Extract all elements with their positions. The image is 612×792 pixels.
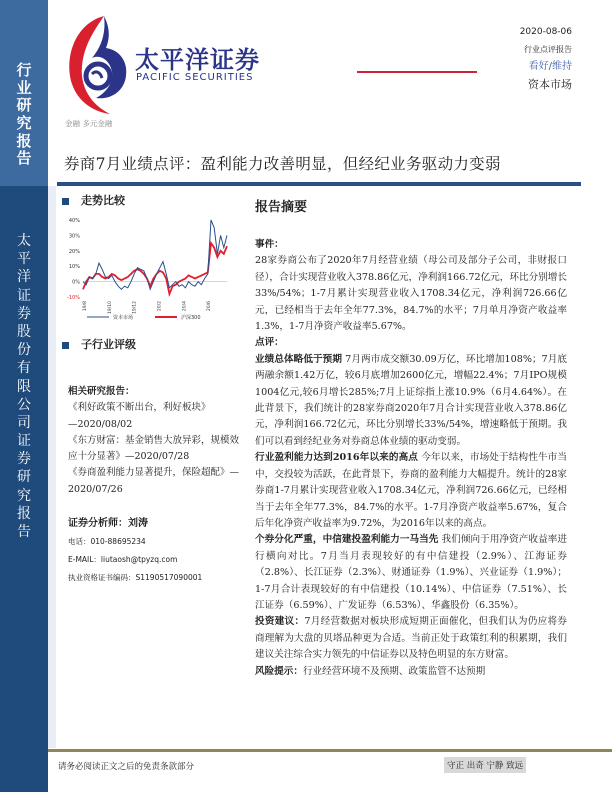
square-bullet-icon (62, 198, 69, 205)
analyst-name: 证券分析师：刘涛 (68, 518, 148, 529)
sidebar-char: 司 (17, 414, 31, 431)
x-tick-label: 19/10 (107, 301, 113, 314)
footer-motto: 守正 出奇 宁静 致远 (444, 757, 526, 773)
sidebar-char: 究 (17, 487, 31, 504)
y-tick-label: 40% (68, 218, 80, 224)
paragraph-lead: 风险提示： (255, 665, 303, 677)
related-heading: 相关研究报告： (68, 386, 135, 397)
paragraph-lead: 行业盈利能力达到2016年以来的高点 (255, 452, 419, 464)
sidebar-char: 平 (17, 251, 31, 268)
x-tick-label: 20/6 (207, 301, 213, 312)
sidebar-char: 报 (17, 505, 31, 522)
analyst-phone: 电话：010-88695234 (68, 537, 146, 546)
square-bullet-icon (62, 342, 69, 349)
paragraph-lead: 投资建议： (255, 616, 305, 628)
series-line-csi300 (83, 243, 227, 294)
sidebar-report-category (0, 62, 48, 168)
sidebar-char: 有 (17, 360, 31, 377)
title-divider (57, 182, 581, 186)
market-label: 资本市场 (528, 78, 572, 91)
summary-paragraph (255, 614, 567, 663)
analyst-email[interactable]: E-MAIL：liutaosh@tpyzq.com (68, 555, 178, 564)
sidebar-char: 行 (16, 61, 32, 79)
paragraph-text: 我们倾向于用净资产收益率进行横向对比。7月当月表现较好的有中信建投（2.9%）、江海证券（2.8%）、长江证券（2.3%）、财通证券（1.9%）、兴业证券（1.9%）；1-7月合计表现较好的有中信建投（10.14%）、中信证券（7.51%）、长江证券（6.59%）、广发证券（6.53%）、华鑫股份（6.35%）。 (255, 534, 567, 611)
paragraph-lead: 点评： (255, 337, 284, 349)
sidebar-char: 太 (17, 233, 31, 249)
sidebar-char: 券 (17, 305, 31, 322)
analyst-info (68, 515, 202, 587)
summary-paragraph (255, 237, 567, 253)
summary-paragraph (255, 450, 567, 532)
legend-label: 沪深300 (181, 315, 201, 321)
rating-divider (357, 71, 477, 73)
pacific-securities-logo-icon (64, 14, 132, 116)
paragraph-text: 今年以来，市场处于结构性牛市当中，交投较为活跃，在此背景下，券商的盈利能力大幅提升。统计的28家券商1-7月累计实现营业收入1708.34亿元，净利润726.66亿元，已经相当于去年全年77.3%，84.7%的水平。1-7月净资产收益率5.67%，复合后年化净资产收益率为9.72%，为2016年以来的高点。 (255, 452, 567, 529)
y-tick-label: 30% (68, 233, 80, 240)
summary-heading: 报告摘要 (255, 200, 308, 215)
sidebar-char: 研 (17, 469, 31, 486)
summary-paragraph (255, 352, 567, 450)
legend-label: 资本市场 (113, 315, 134, 321)
report-type: 行业点评报告 (524, 45, 572, 54)
sidebar-char: 证 (17, 433, 31, 450)
sidebar-company-label (0, 232, 48, 541)
y-tick-label: 0% (72, 279, 80, 286)
sidebar-char: 券 (17, 451, 31, 468)
summary-paragraph (255, 253, 567, 335)
paragraph-lead: 业绩总体略低于预期 (255, 353, 343, 365)
brand-name-cn: 太平洋证券 (135, 46, 260, 74)
sidebar-char: 证 (17, 287, 31, 304)
sidebar-char: 告 (17, 524, 31, 540)
paragraph-text: 7月两市成交额30.09万亿，环比增加108%；7月底两融余额1.42万亿，较6月底增加2600亿元，增幅22.4%；7月IPO规模1004亿元,较6月增长285%;7月上证综指上涨10.9%（6月4.64%）。在此背景下，我们统计的28家券商2020年7月合计实现营业收入378.86亿元，净利润166.72亿元，环比分别增长33%/54%，增速略低于预期。我们可以看到经纪业务对券商总体业绩的驱动变弱。 (255, 353, 567, 447)
x-tick-label: 19/12 (132, 301, 138, 314)
sidebar-char: 限 (17, 378, 31, 395)
analyst-license: 执业资格证书编码：S1190517090001 (68, 573, 203, 582)
sidebar-char: 洋 (17, 269, 31, 286)
summary-paragraph (255, 664, 567, 680)
footer-disclaimer: 请务必阅读正文之后的免责条款部分 (58, 762, 195, 772)
paragraph-text: 7月经营数据对板块形成短期正面催化，但我们认为仍应将券商理解为大盘的贝塔品种更为合适。当前正处于政策红利的积累期，我们建议关注综合实力领先的中信证券以及特色明显的东方财富。 (255, 616, 568, 661)
brand-name-en: PACIFIC SECURITIES (136, 72, 254, 83)
rating-badge: 看好/维持 (528, 61, 572, 72)
page-title: 券商7月业绩点评：盈利能力改善明显，但经纪业务驱动力变弱 (64, 155, 501, 173)
summary-paragraph (255, 335, 567, 351)
x-tick-label: 19/8 (83, 301, 88, 312)
related-report-link[interactable]: 《券商盈利能力显著提升，保险超配》—2020/07/26 (68, 467, 240, 495)
footer-divider (48, 749, 612, 752)
related-report-link[interactable]: 《利好政策不断出台，利好板块》 (68, 402, 211, 414)
paragraph-lead: 事件： (255, 239, 284, 250)
trend-heading: 走势比较 (62, 192, 125, 208)
paragraph-lead: 个券分化严重，中信建投盈利能力一马当先 (255, 534, 439, 546)
sidebar-char: 究 (16, 114, 32, 133)
related-report-link[interactable]: 《东方财富：基金销售大放异彩，规模效应十分显著》—2020/07/28 (68, 434, 240, 463)
sidebar-char: 研 (16, 96, 32, 115)
sidebar-char: 股 (17, 323, 31, 340)
related-report-date: —2020/08/02 (68, 418, 133, 430)
paragraph-text: 28家券商公布了2020年7月经营业绩（母公司及部分子公司，非财报口径），合计实现营业收入378.86亿元，净利润166.72亿元，环比分别增长33%/54%；1-7月累计实现营业收入1708.34亿元，净利润726.66亿元，已经相当于去年全年77.3%，84.7%的水平；7月单月净资产收益率1.3%，1-7月净资产收益率5.67%。 (255, 255, 567, 333)
sidebar-char: 份 (17, 342, 31, 359)
summary-paragraph (255, 532, 567, 614)
y-tick-label: 20% (68, 248, 80, 255)
sidebar-char: 报 (16, 131, 32, 150)
summary-body (255, 237, 567, 680)
subrating-heading: 子行业评级 (62, 336, 136, 352)
y-tick-label: -10% (67, 295, 80, 301)
y-tick-label: 10% (68, 264, 80, 271)
paragraph-text: 行业经营环境不及预期、政策监管不达预期 (302, 665, 486, 677)
sidebar-char: 业 (16, 78, 32, 97)
x-tick-label: 20/4 (182, 301, 188, 312)
related-reports (68, 384, 240, 498)
sidebar-char: 公 (17, 396, 31, 413)
report-date: 2020-08-06 (519, 27, 572, 37)
sidebar-char: 告 (16, 149, 32, 168)
x-tick-label: 20/2 (157, 301, 163, 312)
sector-label: 金融 多元金融 (65, 119, 113, 128)
trend-chart (55, 212, 240, 322)
